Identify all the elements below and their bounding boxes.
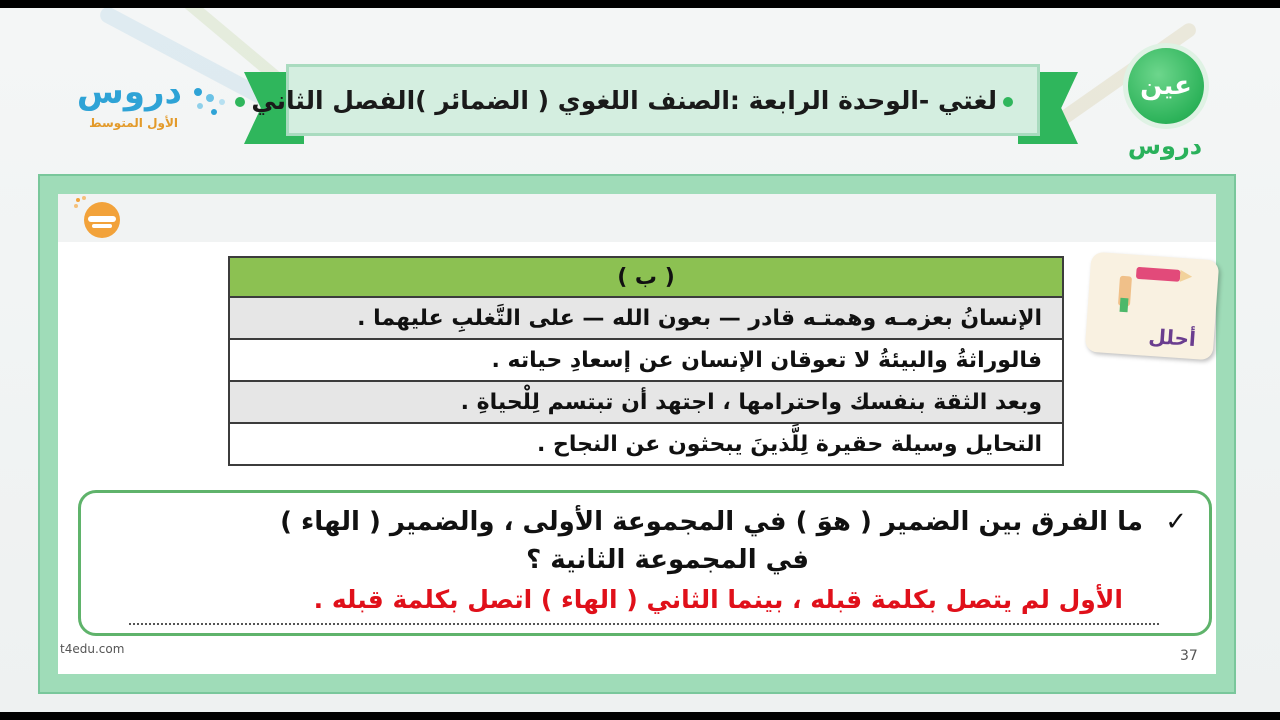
question-line-1: ما الفرق بين الضمير ( هوَ ) في المجموعة الأولى ، والضمير ( الهاء ) (280, 507, 1143, 537)
lesson-title: لغتي -الوحدة الرابعة :الصنف اللغوي ( الضمائر ) (415, 86, 1019, 115)
ein-logo-subtitle: دروس (1127, 132, 1203, 160)
page-number: 37 (1180, 648, 1198, 664)
table-row (229, 423, 1063, 465)
logo-word: دروس (76, 72, 182, 112)
check-icon: ✓ (1165, 507, 1187, 537)
title-banner (251, 64, 1040, 136)
logo-subtitle: الأول المتوسط (89, 116, 178, 130)
semester-title: الفصل الثاني (229, 86, 415, 115)
table-cell: التحايل وسيلة حقيرة لِلَّذينَ يبحثون عن النجاح . (229, 423, 1063, 465)
slide-screen (0, 8, 1280, 712)
hand-pencil-icon (1097, 256, 1201, 323)
ein-logo-text: عين (1140, 71, 1192, 101)
ein-logo (1128, 48, 1204, 124)
table-row (229, 381, 1063, 423)
bullet-icon (1003, 97, 1013, 107)
analyse-label: أحلل (1147, 323, 1197, 352)
sentences-table (228, 256, 1064, 466)
answer-text: الأول لم يتصل بكلمة قبله ، بينما الثاني ( الهاء ) اتصل بكلمة قبله . (313, 585, 1123, 614)
table-cell: فالوراثةُ والبيئةُ لا تعوقان الإنسان عن إسعادِ حياته . (229, 339, 1063, 381)
answer-line (129, 585, 1159, 625)
table-header: ( ب ) (229, 257, 1063, 297)
table-row (229, 297, 1063, 339)
table-header-row (229, 257, 1063, 297)
analyse-card (1085, 252, 1220, 361)
table-cell: الإنسانُ بعزمـه وهمتـه قادر — بعون الله — على التَّغلبِ عليهما . (229, 297, 1063, 339)
question-line-2: في المجموعة الثانية ؟ (526, 545, 809, 575)
footer-site: t4edu.com (60, 642, 125, 656)
table-row (229, 339, 1063, 381)
publisher-badge-icon (70, 194, 132, 240)
table-cell: وبعد الثقة بنفسك واحترامها ، اجتهد أن تبتسم لِلْحياةِ . (229, 381, 1063, 423)
question-box (78, 490, 1212, 636)
durus-logo (76, 72, 240, 142)
bullet-icon (235, 97, 245, 107)
logo-dots-icon (190, 82, 230, 122)
